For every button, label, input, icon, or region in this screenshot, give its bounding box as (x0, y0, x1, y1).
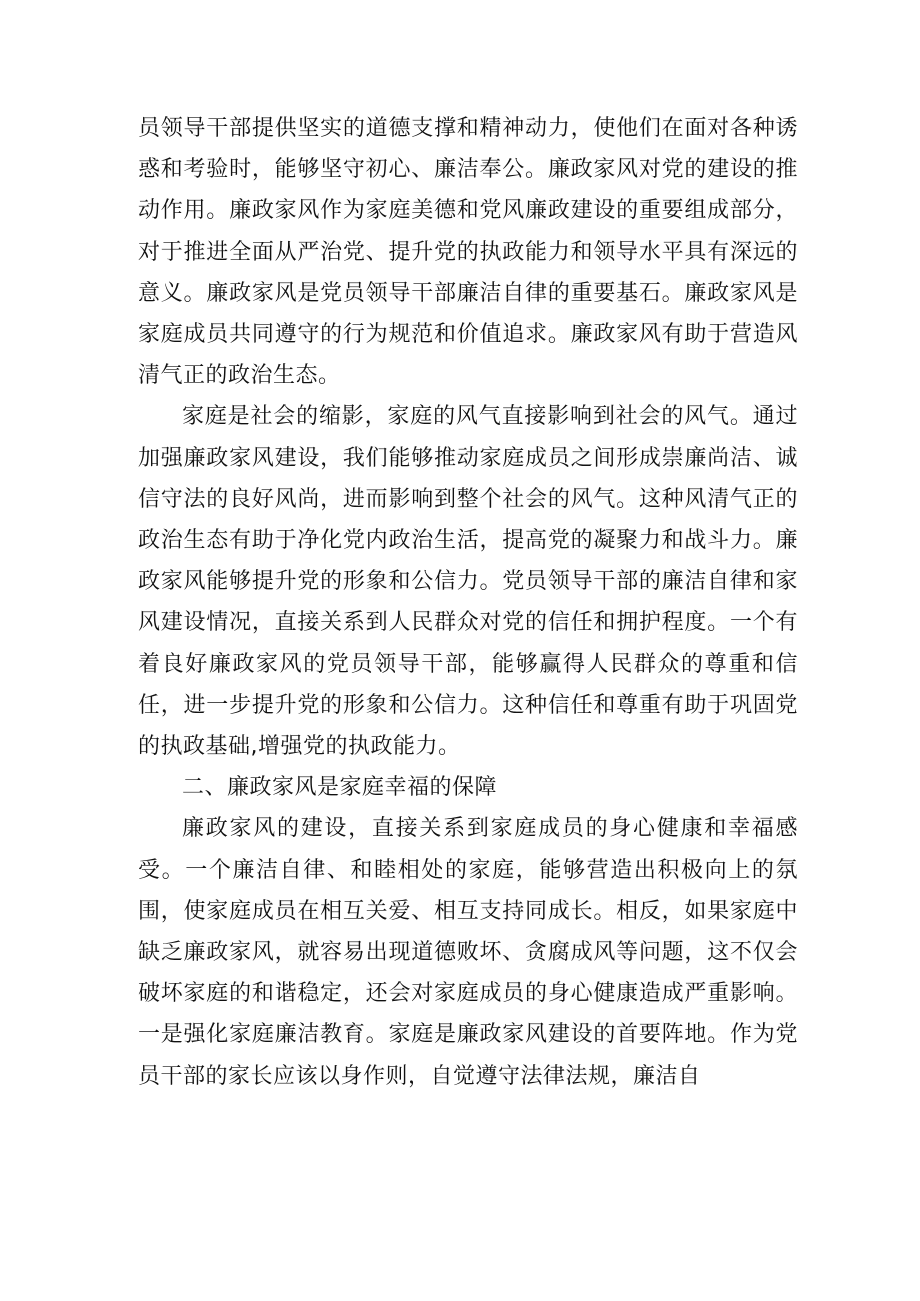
document-body (138, 108, 798, 1097)
paragraph-family-society: 家庭是社会的缩影，家庭的风气直接影响到社会的风气。通过加强廉政家风建设，我们能够推动家庭成员之间形成崇廉尚洁、诚信守法的良好风尚，进而影响到整个社会的风气。这种风清气正的政治生态有助于净化党内政治生活，提高党的凝聚力和战斗力。廉政家风能够提升党的形象和公信力。党员领导干部的廉洁自律和家风建设情况，直接关系到人民群众对党的信任和拥护程度。一个有着良好廉政家风的党员领导干部，能够赢得人民群众的尊重和信任，进一步提升党的形象和公信力。这种信任和尊重有助于巩固党的执政基础,增强党的执政能力。 (138, 404, 798, 760)
paragraph-family-happiness: 廉政家风的建设，直接关系到家庭成员的身心健康和幸福感受。一个廉洁自律、和睦相处的家庭，能够营造出积极向上的氛围，使家庭成员在相互关爱、相互支持同成长。相反，如果家庭中缺乏廉政家风，就容易出现道德败坏、贪腐成风等问题，这不仅会破坏家庭的和谐稳定，还会对家庭成员的身心健康造成严重影响。一是强化家庭廉洁教育。家庭是廉政家风建设的首要阵地。作为党员干部的家长应该以身作则，自觉遵守法律法规，廉洁自 (138, 816, 798, 1089)
paragraph-continuation: 员领导干部提供坚实的道德支撑和精神动力，使他们在面对各种诱惑和考验时，能够坚守初心、廉洁奉公。廉政家风对党的建设的推动作用。廉政家风作为家庭美德和党风廉政建设的重要组成部分，对于推进全面从严治党、提升党的执政能力和领导水平具有深远的意义。廉政家风是党员领导干部廉洁自律的重要基石。廉政家风是家庭成员共同遵守的行为规范和价值追求。廉政家风有助于营造风清气正的政治生态。 (138, 116, 798, 389)
section-heading: 二、廉政家风是家庭幸福的保障 (182, 775, 498, 801)
